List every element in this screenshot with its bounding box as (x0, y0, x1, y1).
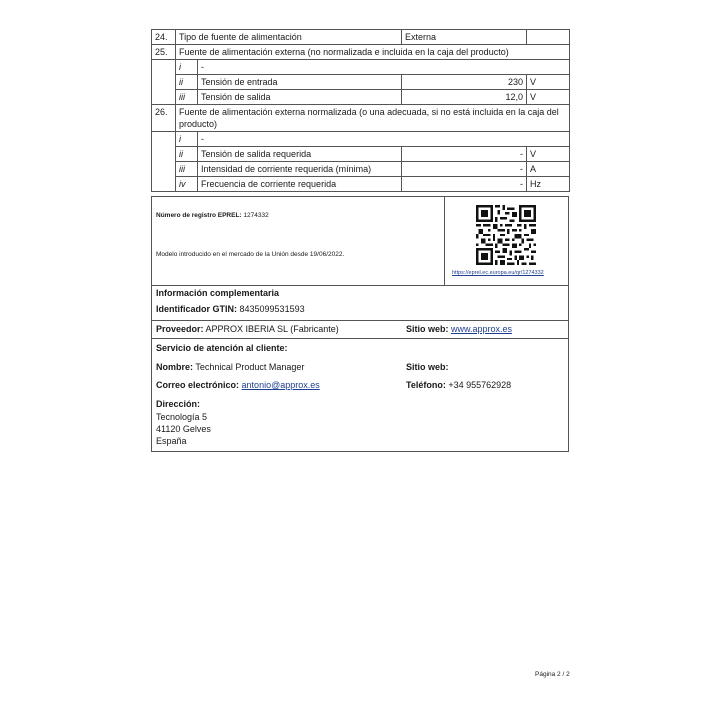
website2-label: Sitio web: (406, 362, 449, 372)
page-number: Página 2 / 2 (535, 671, 570, 678)
sub-index: i (176, 60, 198, 75)
sub-label: - (198, 60, 570, 75)
address-block (156, 411, 211, 447)
supplier-section (152, 321, 568, 339)
row-number: 24. (152, 30, 176, 45)
row-number: 25. (152, 45, 176, 60)
supplier-line (156, 324, 339, 334)
table-row (152, 162, 570, 177)
sub-unit: Hz (527, 177, 570, 192)
sub-unit: V (527, 147, 570, 162)
gtin-value: 8435099531593 (239, 304, 305, 314)
address-line: España (156, 436, 187, 446)
email-link[interactable]: antonio@approx.es (241, 380, 320, 390)
sub-label: Tensión de salida (198, 90, 402, 105)
phone-value: +34 955762928 (448, 380, 512, 390)
supplier-label: Proveedor: (156, 324, 204, 334)
row-value: Externa (402, 30, 527, 45)
sub-unit: V (527, 75, 570, 90)
gtin-label: Identificador GTIN: (156, 304, 237, 314)
eprel-reg-label: Número de registro EPREL: (156, 212, 242, 219)
row-number: 26. (152, 105, 176, 132)
name-label: Nombre: (156, 362, 194, 372)
info-box (151, 196, 569, 452)
complementary-title: Información complementaria (156, 288, 280, 298)
sub-value: 12,0 (402, 90, 527, 105)
contact-name-line (156, 362, 304, 372)
sub-index: ii (176, 75, 198, 90)
phone-line (406, 380, 511, 390)
table-row (152, 132, 570, 147)
sub-label: Tensión de entrada (198, 75, 402, 90)
sub-unit: A (527, 162, 570, 177)
table-row (152, 147, 570, 162)
eprel-section (152, 197, 568, 286)
model-market-date: Modelo introducido en el mercado de la Unión desde 19/06/2022. (156, 251, 345, 258)
eprel-reg-value: 1274332 (243, 212, 269, 219)
sub-index: i (176, 132, 198, 147)
spec-table (151, 29, 570, 192)
website-link[interactable]: www.approx.es (451, 324, 513, 334)
website2-line (406, 362, 449, 372)
website-label: Sitio web: (406, 324, 449, 334)
supplier-value: APPROX IBERIA SL (Fabricante) (205, 324, 339, 334)
qr-code-icon[interactable] (476, 205, 536, 265)
address-label: Dirección: (156, 399, 201, 409)
sub-value: - (402, 162, 527, 177)
table-row (152, 30, 570, 45)
sub-value: 230 (402, 75, 527, 90)
sub-index: iii (176, 162, 198, 177)
row-label: Tipo de fuente de alimentación (176, 30, 402, 45)
table-row (152, 75, 570, 90)
email-label: Correo electrónico: (156, 380, 240, 390)
phone-label: Teléfono: (406, 380, 446, 390)
table-row (152, 105, 570, 132)
table-row (152, 90, 570, 105)
sub-value: - (402, 177, 527, 192)
sub-index: ii (176, 147, 198, 162)
sub-index: iii (176, 90, 198, 105)
sub-label: Frecuencia de corriente requerida (198, 177, 402, 192)
row-label: Fuente de alimentación externa normalizada (o una adecuada, si no está incluida en la caja del producto) (176, 105, 570, 132)
row-label: Fuente de alimentación externa (no normalizada e incluida en la caja del producto) (176, 45, 570, 60)
customer-service-section (152, 339, 568, 451)
table-row (152, 177, 570, 192)
table-row (152, 60, 570, 75)
name-value: Technical Product Manager (195, 362, 305, 372)
sub-label: Tensión de salida requerida (198, 147, 402, 162)
complementary-section (152, 285, 568, 321)
table-row (152, 45, 570, 60)
website-line (406, 324, 512, 334)
sub-label: - (198, 132, 570, 147)
gtin-line (156, 304, 305, 314)
sub-label: Intensidad de corriente requerida (mínima) (198, 162, 402, 177)
sub-value: - (402, 147, 527, 162)
eprel-registration (156, 212, 269, 219)
address-line: Tecnología 5 (156, 412, 208, 422)
email-line (156, 380, 320, 390)
qr-link[interactable]: https://eprel.ec.europa.eu/qr/1274332 (452, 270, 544, 276)
sub-unit: V (527, 90, 570, 105)
sub-index: iv (176, 177, 198, 192)
address-line: 41120 Gelves (156, 424, 211, 434)
service-title: Servicio de atención al cliente: (156, 343, 288, 353)
